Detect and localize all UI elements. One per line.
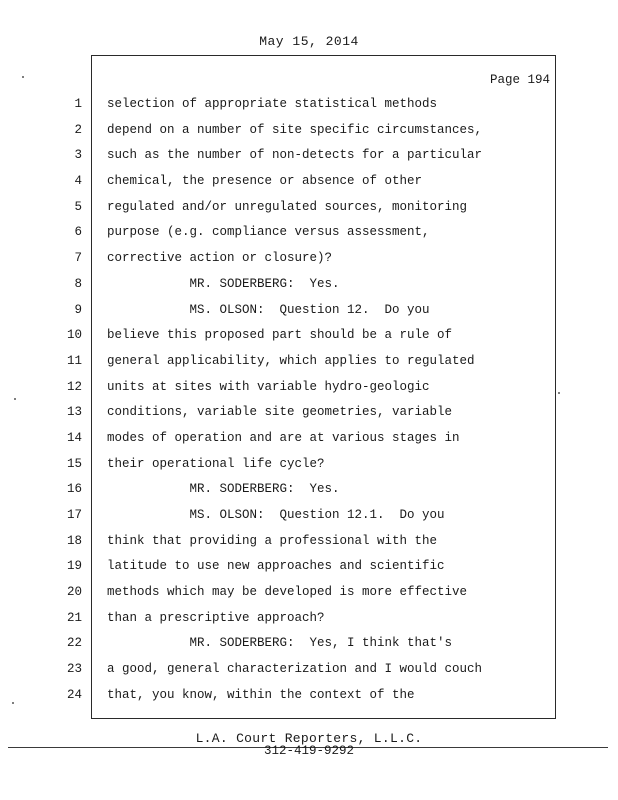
transcript-line: [0, 323, 618, 349]
line-text: general applicability, which applies to regulated: [107, 353, 475, 368]
transcript-line: [0, 118, 618, 144]
line-number: 22: [66, 636, 82, 651]
transcript-line: [0, 683, 618, 709]
line-text: modes of operation and are at various stages in: [107, 430, 460, 445]
line-text: purpose (e.g. compliance versus assessment,: [107, 225, 430, 240]
line-number: 14: [66, 430, 82, 445]
line-number: 16: [66, 482, 82, 497]
line-text: MR. SODERBERG: Yes, I think that's: [107, 636, 453, 651]
line-text: such as the number of non-detects for a particular: [107, 148, 483, 163]
line-text: selection of appropriate statistical methods: [107, 97, 438, 111]
transcript-line: [0, 631, 618, 657]
scan-speck: [12, 702, 14, 704]
transcript-line: [0, 143, 618, 169]
page-number: Page 194: [489, 73, 550, 87]
line-number: 19: [66, 559, 82, 574]
line-text: MR. SODERBERG: Yes.: [107, 276, 340, 291]
transcript-line: [0, 400, 618, 426]
line-number: 5: [74, 199, 82, 214]
transcript-line: [0, 298, 618, 324]
transcript-line: [0, 477, 618, 503]
line-text: regulated and/or unregulated sources, monitoring: [107, 199, 468, 214]
line-text: corrective action or closure)?: [107, 251, 333, 266]
line-text: depend on a number of site specific circumstances,: [107, 122, 483, 137]
transcript-line: [0, 606, 618, 632]
transcript-line: [0, 375, 618, 401]
line-text: that, you know, within the context of the: [107, 687, 415, 702]
transcript-line: [0, 349, 618, 375]
transcript-date: May 15, 2014: [259, 34, 359, 49]
scan-speck: [558, 392, 560, 394]
transcript-line: [0, 452, 618, 478]
transcript-line: [0, 169, 618, 195]
line-number: 21: [66, 610, 82, 625]
line-number: 3: [74, 148, 82, 163]
line-text: methods which may be developed is more effective: [107, 585, 468, 600]
transcript-line: [0, 92, 618, 118]
line-number: 24: [66, 687, 82, 702]
line-number: 20: [66, 585, 82, 600]
line-number: 12: [66, 379, 82, 394]
line-text: units at sites with variable hydro-geologic: [107, 379, 430, 394]
line-number: 8: [74, 276, 82, 291]
line-text: think that providing a professional with the: [107, 533, 438, 548]
transcript-line: [0, 220, 618, 246]
line-text: their operational life cycle?: [107, 456, 325, 471]
line-number: 6: [74, 225, 82, 240]
line-number: 15: [66, 456, 82, 471]
transcript-lines: [0, 92, 618, 709]
line-text: MS. OLSON: Question 12.1. Do you: [107, 508, 445, 522]
line-number: 23: [66, 662, 82, 677]
line-text: chemical, the presence or absence of other: [107, 174, 423, 189]
court-reporter-phone: 312-419-9292: [263, 744, 354, 758]
line-text: MR. SODERBERG: Yes.: [107, 482, 340, 497]
line-number: 10: [66, 328, 82, 343]
transcript-line: [0, 554, 618, 580]
transcript-line: [0, 580, 618, 606]
line-number: 1: [74, 97, 82, 111]
transcript-line: [0, 272, 618, 298]
line-number: 18: [66, 533, 82, 548]
transcript-line: [0, 657, 618, 683]
line-text: believe this proposed part should be a rule of: [107, 328, 453, 343]
scan-speck: [22, 76, 24, 78]
line-number: 11: [66, 353, 82, 368]
line-number: 9: [74, 302, 82, 317]
line-text: latitude to use new approaches and scientific: [107, 559, 445, 574]
line-text: conditions, variable site geometries, variable: [107, 405, 453, 420]
transcript-line: [0, 503, 618, 529]
transcript-line: [0, 195, 618, 221]
court-reporter-name: L.A. Court Reporters, L.L.C.: [195, 731, 423, 746]
transcript-line: [0, 426, 618, 452]
transcript-line: [0, 529, 618, 555]
line-text: MS. OLSON: Question 12. Do you: [107, 302, 430, 317]
line-number: 7: [74, 251, 82, 266]
line-text: a good, general characterization and I would couch: [107, 662, 483, 677]
transcript-line: [0, 246, 618, 272]
line-number: 2: [74, 122, 82, 137]
line-number: 13: [66, 405, 82, 420]
line-number: 17: [66, 508, 82, 522]
line-text: than a prescriptive approach?: [107, 610, 325, 625]
line-number: 4: [74, 174, 82, 189]
scan-speck: [14, 398, 16, 400]
